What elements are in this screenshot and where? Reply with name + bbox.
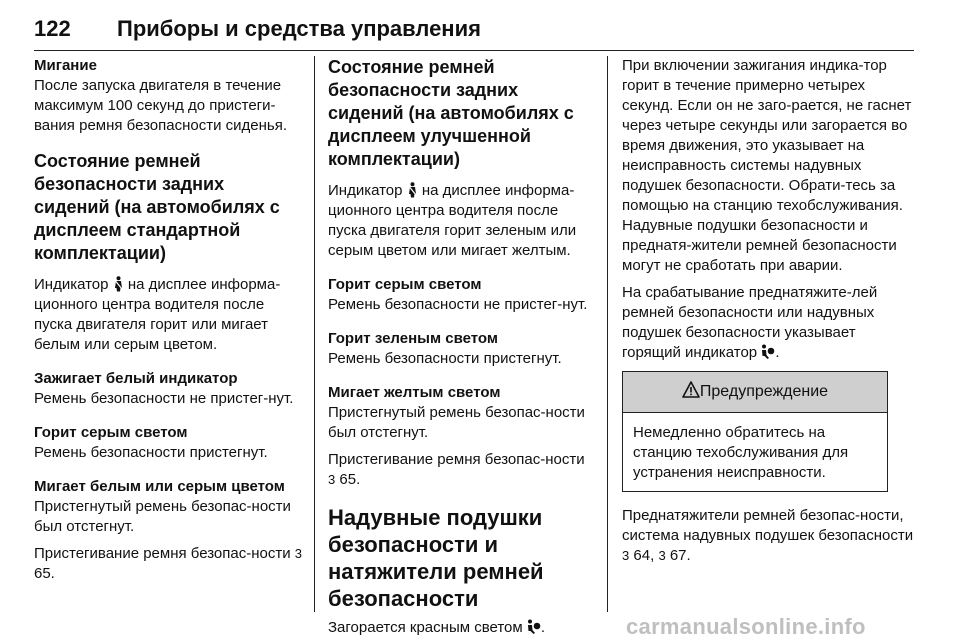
column-1 xyxy=(34,56,304,612)
status-title: Горит зеленым светом xyxy=(328,330,498,347)
status-text: Ремень безопасности пристегнут. xyxy=(328,350,562,367)
paragraph: На срабатывание преднатяжите-лей ремней безопасности или надувных подушек безопасности указывает горящий индикатор . xyxy=(622,284,878,361)
warning-header xyxy=(623,372,887,413)
column-divider xyxy=(607,56,608,612)
page-reference-arrow-icon: 3 xyxy=(328,472,336,487)
page-reference-arrow-icon: 3 xyxy=(294,546,303,561)
status-title: Горит серым светом xyxy=(34,424,188,441)
status-title: Зажигает белый индикатор xyxy=(34,370,238,387)
status-text: Ремень безопасности не пристег-нут. xyxy=(328,296,588,313)
status-title: Горит серым светом xyxy=(328,276,482,293)
page-reference-arrow-icon: 3 xyxy=(658,548,666,563)
cross-reference: Преднатяжители ремней безопас-ности, система надувных подушек безопасности 3 64, 3 67. xyxy=(622,507,914,564)
cross-reference: Пристегивание ремня безопас-ности 3 65. xyxy=(34,545,303,582)
status-title: Мигает белым или серым цветом xyxy=(34,478,285,495)
paragraph: При включении зажигания индика-тор горит в течение примерно четырех секунд. Если он не заго-рается, не гаснет через четыре секунды или загорается во время движения, это указывает на неисправность системы надувных подушек безопасности. Обрати-тесь за помощью на станцию техобслуживания. Надувные подушки безопасности и преднатя-жители ремней безопасности могут не сработать при аварии. xyxy=(622,57,912,274)
airbag-icon xyxy=(761,344,775,360)
warning-title: Предупреждение xyxy=(699,383,829,400)
paragraph: Индикатор на дисплее информа-ционного центра водителя после пуска двигателя горит или мигает белым или серым цветом. xyxy=(34,276,281,353)
warning-text: Немедленно обратитесь на станцию техобслуживания для устранения неисправности. xyxy=(633,424,849,481)
page-reference-arrow-icon: 3 xyxy=(622,548,630,563)
status-text: Пристегнутый ремень безопас-ности был отстегнут. xyxy=(328,404,585,441)
page-header xyxy=(34,10,914,51)
column-divider xyxy=(314,56,315,612)
warning-triangle-icon xyxy=(682,381,700,398)
seatbelt-icon xyxy=(407,182,418,198)
cross-reference: Пристегивание ремня безопас-ности 3 65. xyxy=(328,451,585,488)
column-3 xyxy=(622,56,914,612)
section-heading: Состояние ремней безопасности задних сидений (на автомобилях с дисплеем стандартной комплектации) xyxy=(34,151,280,263)
chapter-heading: Надувные подушки безопасности и натяжители ремней безопасности xyxy=(328,505,544,611)
chapter-title: Приборы и средства управления xyxy=(117,16,481,41)
status-title: Мигает желтым светом xyxy=(328,384,501,401)
status-text: Ремень безопасности не пристег-нут. xyxy=(34,390,294,407)
section-heading: Состояние ремней безопасности задних сидений (на автомобилях с дисплеем улучшенной комплектации) xyxy=(328,57,574,169)
status-text: Пристегнутый ремень безопас-ности был отстегнут. xyxy=(34,498,291,535)
paragraph: После запуска двигателя в течение максимум 100 секунд до пристеги-вания ремня безопасности сиденья. xyxy=(34,77,288,134)
warning-box xyxy=(622,371,888,492)
airbag-icon xyxy=(527,619,541,635)
paragraph: Индикатор на дисплее информа-ционного центра водителя после пуска двигателя горит зеленым или серым цветом или мигает желтым. xyxy=(328,182,577,259)
page-link[interactable]: 64 xyxy=(633,547,651,564)
page-number: 122 xyxy=(34,16,71,41)
status-text: Ремень безопасности пристегнут. xyxy=(34,444,268,461)
page-link[interactable]: 65. xyxy=(34,565,55,582)
page-link[interactable]: 65. xyxy=(339,471,361,488)
column-2 xyxy=(328,56,593,636)
seatbelt-icon xyxy=(113,276,124,292)
watermark: carmanualsonline.info xyxy=(626,614,866,639)
page-link[interactable]: 67. xyxy=(669,547,691,564)
paragraph: Загорается красным светом . xyxy=(328,619,546,636)
section-title-blinking: Мигание xyxy=(34,57,97,74)
